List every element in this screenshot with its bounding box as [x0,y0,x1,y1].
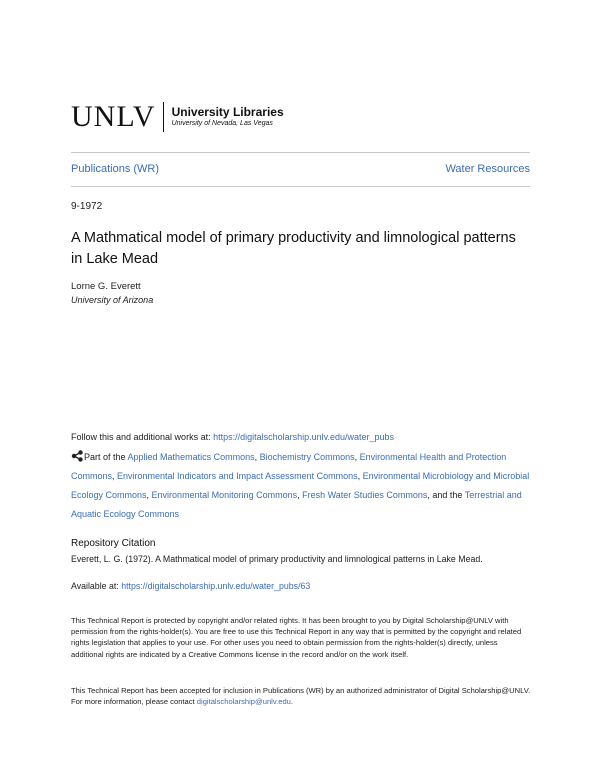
follow-line [71,431,531,444]
department-link[interactable]: Water Resources [445,163,530,175]
commons-link-terrestrial-aquatic-ecology[interactable]: Terrestrial and Aquatic Ecology Commons [71,490,522,519]
commons-link-environmental-monitoring[interactable]: Environmental Monitoring Commons [151,490,298,500]
commons-link-applied-mathematics[interactable]: Applied Mathematics Commons [127,452,255,462]
collection-url-link[interactable]: https://digitalscholarship.unlv.edu/water_pubs [213,432,395,442]
and-the: , and the [427,490,465,500]
contact-email-link[interactable]: digitalscholarship@unlv.edu [196,697,291,707]
separator: , [357,471,363,481]
available-at [71,581,310,591]
repository-citation-heading: Repository Citation [71,538,156,549]
part-of-commons [71,448,531,524]
separator: , [297,490,303,500]
separator: , [254,452,260,462]
acceptance-end: . [290,697,294,707]
follow-prefix: Follow this and additional works at: [71,432,214,442]
logo-subtitle: University of Nevada, Las Vegas [171,120,273,127]
divider-top [71,152,530,153]
author-affiliation: University of Arizona [71,295,154,305]
document-title: A Mathmatical model of primary productivity and limnological patterns in Lake Mead [71,230,516,267]
commons-link-biochemistry[interactable]: Biochemistry Commons [259,452,355,462]
separator: , [146,490,152,500]
author-name: Lorne G. Everett [71,281,141,292]
logo-divider [163,102,164,132]
publication-date: 9-1972 [71,201,103,212]
divider-nav [71,186,530,187]
logo-text [172,105,284,129]
acceptance-text: This Technical Report has been accepted for inclusion in Publications (WR) by an authorized administrator of Digital Scholarship@UNLV. For more information, please contact [71,686,531,707]
separator: , [354,452,360,462]
available-label: Available at: [71,581,122,591]
logo-title: University Libraries [171,105,284,119]
share-network-icon [71,450,83,462]
commons-link-environmental-health[interactable]: Environmental Health and Protection Commons [71,452,507,481]
collection-link[interactable]: Publications (WR) [71,163,160,175]
citation-text: Everett, L. G. (1972). A Mathmatical model of primary productivity and limnological patterns in Lake Mead. [71,554,483,564]
logo-mark: UNLV [71,100,156,133]
copyright-notice: This Technical Report is protected by copyright and/or related rights. It has been brought to you by Digital Scholarship@UNLV with permission from the rights-holder(s). You are free to use this Technical Report in any way that is permitted by the copyright and related rights legislation that applies to your use. For other uses you need to obtain permission from the rights-holder(s) directly, unless additional rights are indicated by a Creative Commons license in the record and/or on the work itself. [71,616,522,659]
item-url-link[interactable]: https://digitalscholarship.unlv.edu/water_pubs/63 [121,581,311,591]
unlv-libraries-logo[interactable] [71,100,284,134]
commons-link-environmental-microbiology[interactable]: Environmental Microbiology and Microbial Ecology Commons [71,471,530,500]
part-of-prefix: Part of the [84,452,128,462]
acceptance-notice [71,685,531,707]
separator: , [112,471,118,481]
commons-link-environmental-indicators[interactable]: Environmental Indicators and Impact Assessment Commons [117,471,358,481]
commons-link-fresh-water-studies[interactable]: Fresh Water Studies Commons [302,490,428,500]
